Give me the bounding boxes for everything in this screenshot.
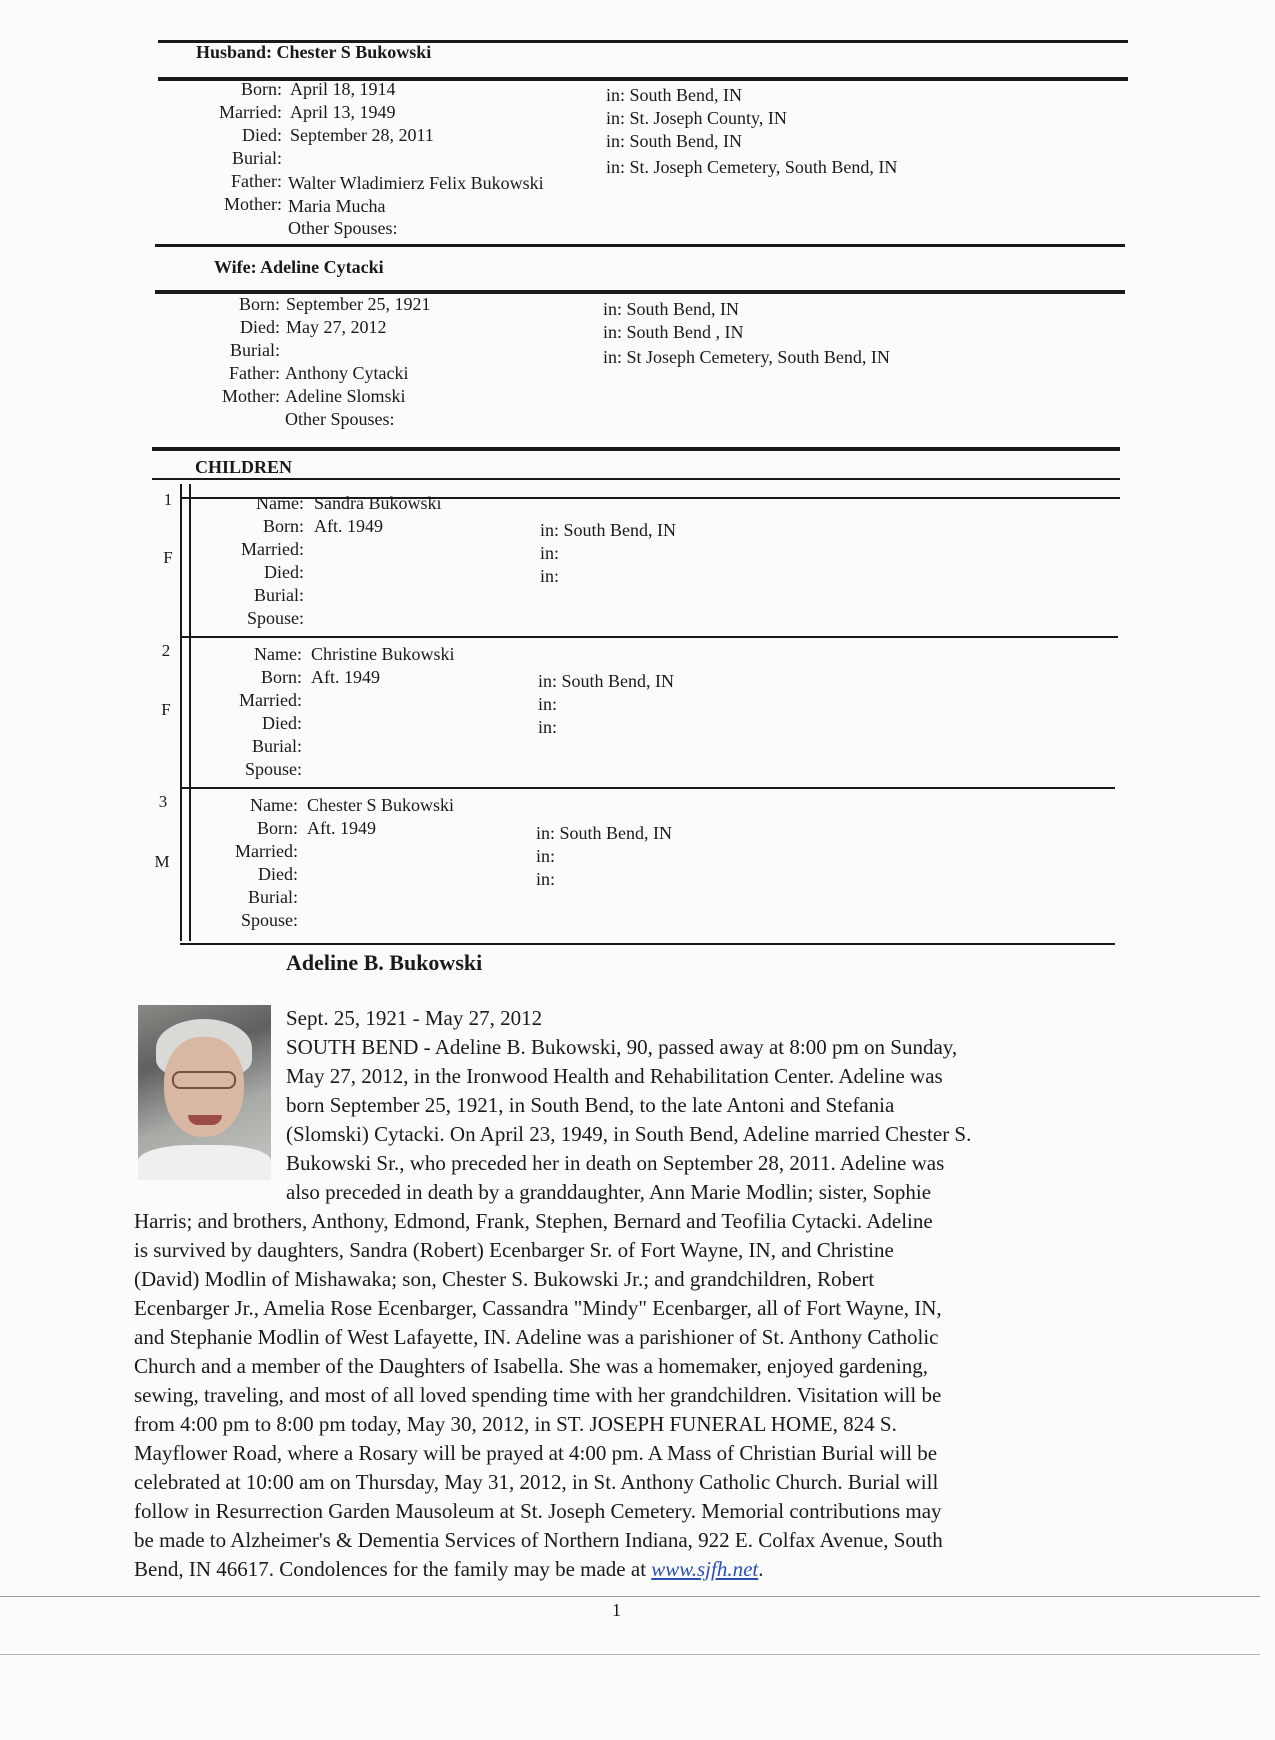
wife-father-value: Anthony Cytacki [285,363,409,383]
obituary-last-line-text: Bend, IN 46617. Condolences for the family may be made at [134,1557,652,1581]
husband-mother-value: Maria Mucha [288,196,386,216]
child-1-born: Aft. 1949 [314,516,383,536]
child-2-name: Christine Bukowski [311,644,455,664]
husband-name: Chester S Bukowski [276,42,432,62]
wife-mother-value: Adeline Slomski [285,386,406,406]
obituary-line: is survived by daughters, Sandra (Robert) Ecenbarger Sr. of Fort Wayne, IN, and Christine [134,1238,894,1262]
wife-header-label: Wife: [214,257,257,277]
child-3-born-place: in: South Bend, IN [536,823,673,843]
wife-top-rule [155,244,1125,247]
wife-name: Adeline Cytacki [260,257,384,277]
wife-mother-label: Mother: [222,386,280,406]
child-2-burial-label: Burial: [252,736,302,756]
obituary-line: celebrated at 10:00 am on Thursday, May 31, 2012, in St. Anthony Catholic Church. Burial will [134,1470,939,1494]
wife-burial-place: in: St Joseph Cemetery, South Bend, IN [603,347,890,367]
child-3-married-label: Married: [235,841,298,861]
child-2-born: Aft. 1949 [311,667,380,687]
child-2-sex: F [161,700,171,719]
child-3-name-label: Name: [250,795,298,815]
child-1-born-place: in: South Bend, IN [540,520,677,540]
wife-header [214,257,384,278]
husband-header [196,42,431,63]
wife-born-value: September 25, 1921 [286,294,431,314]
wife-father-label: Father: [229,363,280,383]
obituary-line: SOUTH BEND - Adeline B. Bukowski, 90, passed away at 8:00 pm on Sunday, [286,1035,958,1059]
wife-died-label: Died: [240,317,280,337]
obituary-line: follow in Resurrection Garden Mausoleum at St. Joseph Cemetery. Memorial contributions may [134,1499,942,1523]
child-1-born-label: Born: [262,516,304,536]
obituary-line: sewing, traveling, and most of all loved spending time with her grandchildren. Visitation will be [134,1383,942,1407]
obituary-line: Mayflower Road, where a Rosary will be prayed at 4:00 pm. A Mass of Christian Burial will be [134,1441,938,1465]
obituary-last-line [134,1555,764,1584]
child-3-number: 3 [158,792,168,811]
obituary-line: (David) Modlin of Mishawaka; son, Chester S. Bukowski Jr.; and grandchildren, Robert [134,1267,875,1291]
child-3-spouse-label: Spouse: [240,910,298,930]
child-3-married-place: in: [536,846,556,866]
child-2-number: 2 [161,641,171,660]
husband-mother-label: Mother: [224,194,282,214]
children-top-rule [152,447,1120,451]
husband-born-label: Born: [240,79,282,99]
husband-header-label: Husband: [196,42,273,62]
child-1-name-label: Name: [256,493,304,513]
child-3-died-label: Died: [258,864,298,884]
child-1-spouse-label: Spouse: [246,608,304,628]
children-header-rule [152,478,1120,480]
child-3-died-place: in: [536,869,556,889]
husband-died-place: in: South Bend, IN [606,131,743,151]
obituary-dates: Sept. 25, 1921 - May 27, 2012 [286,1006,543,1030]
child-2-married-label: Married: [239,690,302,710]
husband-married-value: April 13, 1949 [290,102,396,122]
portrait-photo [138,1005,271,1180]
child-3-burial-label: Burial: [248,887,298,907]
husband-other-spouses-label: Other Spouses: [288,218,398,238]
child-2-rule [182,636,1118,638]
child-2-born-place: in: South Bend, IN [538,671,675,691]
obituary-line: (Slomski) Cytacki. On April 23, 1949, in South Bend, Adeline married Chester S. [286,1122,972,1146]
bottom-edge-rule [0,1654,1260,1655]
children-header: CHILDREN [195,457,293,477]
children-left-border [180,484,182,941]
child-2-name-label: Name: [254,644,302,664]
husband-burial-place: in: St. Joseph Cemetery, South Bend, IN [606,157,898,177]
husband-father-value: Walter Wladimierz Felix Bukowski [288,173,544,193]
child-1-burial-label: Burial: [254,585,304,605]
child-3-sex: M [154,852,170,871]
husband-died-value: September 28, 2011 [290,125,434,145]
husband-married-label: Married: [219,102,282,122]
child-1-died-place: in: [540,566,560,586]
page-number: 1 [612,1600,621,1620]
husband-born-place: in: South Bend, IN [606,85,743,105]
obituary-line: Ecenbarger Jr., Amelia Rose Ecenbarger, Cassandra "Mindy" Ecenbarger, all of Fort Wayne, IN, [134,1296,942,1320]
wife-born-label: Born: [238,294,280,314]
obituary-line: also preceded in death by a granddaughter, Ann Marie Modlin; sister, Sophie [286,1180,932,1204]
child-3-born: Aft. 1949 [307,818,376,838]
wife-born-place: in: South Bend, IN [603,299,740,319]
child-1-number: 1 [163,490,173,509]
wife-burial-label: Burial: [230,340,280,360]
wife-died-place: in: South Bend , IN [603,322,744,342]
child-2-died-label: Died: [262,713,302,733]
husband-born-value: April 18, 1914 [290,79,396,99]
obituary-line: Harris; and brothers, Anthony, Edmond, Frank, Stephen, Bernard and Teofilia Cytacki. Adeline [134,1209,933,1233]
children-bottom-rule [180,943,1115,945]
obituary-last-line-suffix: . [758,1557,764,1581]
obituary-line: be made to Alzheimer's & Dementia Services of Northern Indiana, 922 E. Colfax Avenue, South [134,1528,943,1552]
obituary-line: from 4:00 pm to 8:00 pm today, May 30, 2012, in ST. JOSEPH FUNERAL HOME, 824 S. [134,1412,897,1436]
husband-burial-label: Burial: [232,148,282,168]
funeral-home-link[interactable]: www.sjfh.net [651,1557,759,1581]
child-3-born-label: Born: [256,818,298,838]
husband-married-place: in: St. Joseph County, IN [606,108,787,128]
husband-father-label: Father: [231,171,282,191]
child-3-rule [180,787,1115,789]
child-2-born-label: Born: [260,667,302,687]
child-3-name: Chester S Bukowski [307,795,455,815]
husband-died-label: Died: [242,125,282,145]
child-1-name: Sandra Bukowski [314,493,442,513]
obituary-line: Church and a member of the Daughters of Isabella. She was a homemaker, enjoyed gardening, [134,1354,928,1378]
child-1-sex: F [163,548,173,567]
child-2-died-place: in: [538,717,558,737]
obituary-line: Bukowski Sr., who preceded her in death on September 28, 2011. Adeline was [286,1151,945,1175]
obituary-title: Adeline B. Bukowski [286,950,483,975]
child-2-married-place: in: [538,694,558,714]
obituary-line: May 27, 2012, in the Ironwood Health and Rehabilitation Center. Adeline was [286,1064,943,1088]
child-2-spouse-label: Spouse: [244,759,302,779]
child-1-died-label: Died: [264,562,304,582]
child-1-married-label: Married: [241,539,304,559]
obituary-line: and Stephanie Modlin of West Lafayette, IN. Adeline was a parishioner of St. Anthony Catholic [134,1325,939,1349]
footer-rule [0,1596,1260,1597]
child-1-married-place: in: [540,543,560,563]
wife-other-spouses-label: Other Spouses: [285,409,395,429]
wife-died-value: May 27, 2012 [286,317,387,337]
obituary-line: born September 25, 1921, in South Bend, to the late Antoni and Stefania [286,1093,895,1117]
